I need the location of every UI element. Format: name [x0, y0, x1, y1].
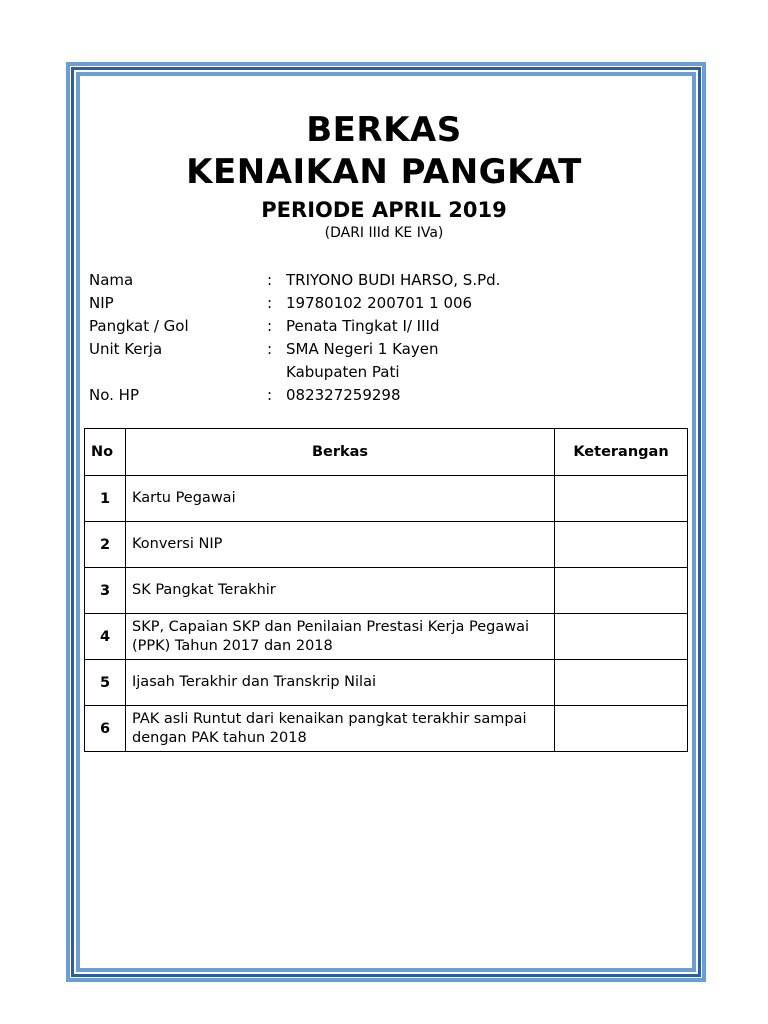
- info-value: 19780102 200701 1 006: [286, 294, 473, 312]
- row-document: Ijasah Terakhir dan Transkrip Nilai: [126, 660, 555, 706]
- table-row: [85, 522, 688, 568]
- info-label: No. HP: [89, 386, 139, 404]
- table-row: [85, 476, 688, 522]
- row-keterangan: [555, 660, 688, 706]
- header-no: No: [85, 429, 126, 476]
- row-number: 6: [85, 706, 126, 752]
- row-number: 5: [85, 660, 126, 706]
- row-document: Konversi NIP: [126, 522, 555, 568]
- row-number: 2: [85, 522, 126, 568]
- info-value: Kabupaten Pati: [286, 363, 400, 381]
- row-document: SKP, Capaian SKP dan Penilaian Prestasi Kerja Pegawai (PPK) Tahun 2017 dan 2018: [126, 614, 555, 660]
- info-label: Unit Kerja: [89, 340, 163, 358]
- row-keterangan: [555, 706, 688, 752]
- period-label: PERIODE APRIL 2019: [261, 198, 507, 222]
- info-label: Nama: [89, 271, 134, 289]
- title-line-1: BERKAS: [306, 110, 462, 150]
- table-row: [85, 568, 688, 614]
- info-label: Pangkat / Gol: [89, 317, 189, 335]
- row-number: 4: [85, 614, 126, 660]
- table-row: [85, 614, 688, 660]
- row-keterangan: [555, 568, 688, 614]
- table-row: [85, 660, 688, 706]
- info-colon: :: [267, 317, 273, 335]
- row-number: 3: [85, 568, 126, 614]
- info-value: SMA Negeri 1 Kayen: [286, 340, 439, 358]
- table-header-row: [85, 429, 688, 476]
- info-value: 082327259298: [286, 386, 401, 404]
- info-colon: :: [267, 340, 273, 358]
- row-document: PAK asli Runtut dari kenaikan pangkat terakhir sampai dengan PAK tahun 2018: [126, 706, 555, 752]
- header-keterangan: Keterangan: [555, 429, 688, 476]
- header-berkas: Berkas: [126, 429, 555, 476]
- info-colon: :: [267, 386, 273, 404]
- info-colon: :: [267, 271, 273, 289]
- document-checklist-table: [84, 428, 688, 752]
- info-value: TRIYONO BUDI HARSO, S.Pd.: [286, 271, 501, 289]
- row-keterangan: [555, 476, 688, 522]
- rank-range-label: (DARI IIId KE IVa): [324, 225, 444, 241]
- info-label: NIP: [89, 294, 114, 312]
- info-colon: :: [267, 294, 273, 312]
- title-line-2: KENAIKAN PANGKAT: [186, 152, 582, 192]
- row-keterangan: [555, 522, 688, 568]
- info-value: Penata Tingkat I/ IIId: [286, 317, 440, 335]
- table-row: [85, 706, 688, 752]
- row-document: SK Pangkat Terakhir: [126, 568, 555, 614]
- row-document: Kartu Pegawai: [126, 476, 555, 522]
- row-keterangan: [555, 614, 688, 660]
- row-number: 1: [85, 476, 126, 522]
